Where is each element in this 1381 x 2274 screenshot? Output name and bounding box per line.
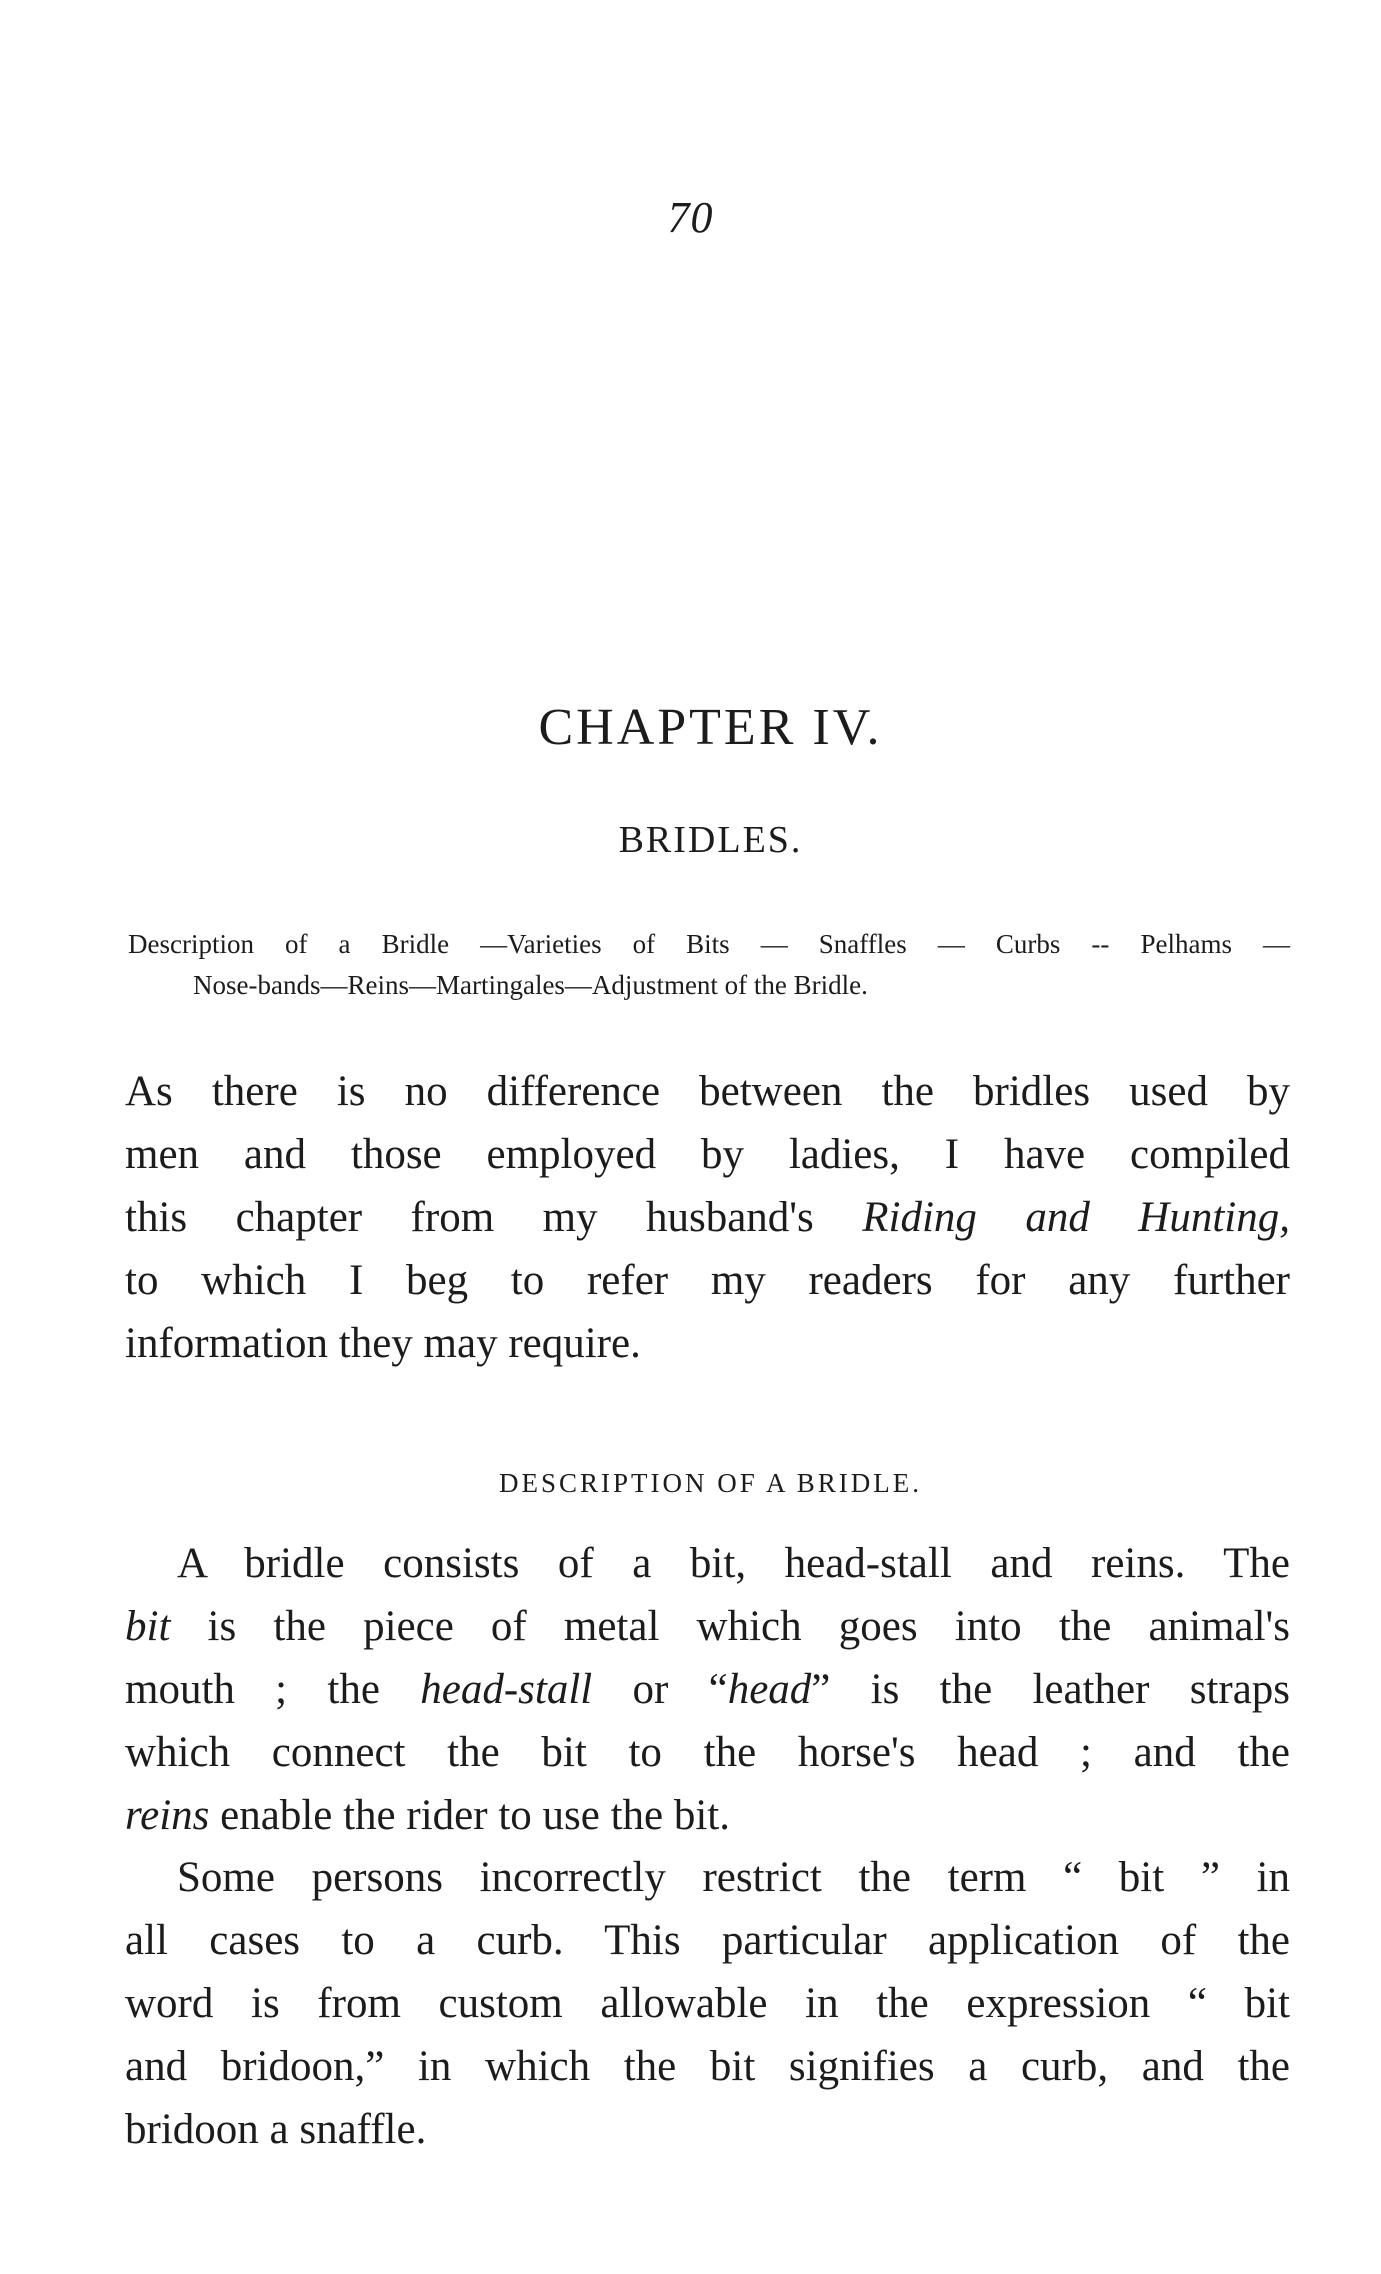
italic-term: head-stall — [420, 1666, 593, 1713]
section-heading: DESCRIPTION OF A BRIDLE. — [498, 1468, 923, 1498]
text-line: Some persons incorrectly restrict the term “ bit ” in — [177, 1854, 1290, 1901]
text-line: all cases to a curb. This particular application of the — [125, 1917, 1290, 1964]
chapter-subtitle: BRIDLES. — [618, 819, 803, 861]
text-fragment: mouth ; the — [125, 1666, 421, 1713]
text-fragment: this chapter from my husband's — [125, 1194, 863, 1241]
intro-paragraph — [125, 1060, 1290, 1375]
summary-line: Description of a Bridle —Varieties of Bits — Snaffles — Curbs -- Pelhams — — [128, 929, 1290, 959]
book-title-italic: Riding and Hunting, — [862, 1194, 1291, 1241]
text-line: which connect the bit to the horse's head ; and the — [125, 1729, 1290, 1776]
text-line: word is from custom allowable in the expression “ bit — [125, 1980, 1290, 2027]
text-line: information they may require. — [125, 1320, 641, 1367]
paragraph — [125, 1846, 1290, 2161]
chapter-title: CHAPTER IV. — [538, 699, 883, 756]
text-line — [125, 1595, 1290, 1658]
text-line: A bridle consists of a bit, head-stall and reins. The — [177, 1540, 1290, 1587]
summary-line: Nose-bands—Reins—Martingales—Adjustment of the Bridle. — [193, 970, 868, 1000]
text-fragment: or “ — [592, 1666, 728, 1713]
text-line: to which I beg to refer my readers for any further — [125, 1257, 1290, 1304]
text-fragment: is the piece of metal which goes into the animal's — [170, 1603, 1290, 1650]
italic-term: reins — [125, 1792, 210, 1839]
text-line — [125, 1784, 1290, 1847]
text-line: men and those employed by ladies, I have compiled — [125, 1131, 1290, 1178]
text-line: As there is no difference between the bridles used by — [125, 1068, 1290, 1115]
text-line: and bridoon,” in which the bit signifies a curb, and the — [125, 2043, 1290, 2090]
italic-term: bit — [125, 1603, 171, 1650]
text-line: bridoon a snaffle. — [125, 2106, 427, 2153]
chapter-summary — [128, 924, 1290, 1006]
text-line — [125, 1186, 1290, 1249]
italic-term: head — [727, 1666, 812, 1713]
page-number: 70 — [667, 193, 714, 242]
paragraph — [125, 1532, 1290, 1847]
text-fragment: enable the rider to use the bit. — [209, 1792, 731, 1839]
text-line — [125, 1658, 1290, 1721]
text-fragment: ” is the leather straps — [811, 1666, 1291, 1713]
